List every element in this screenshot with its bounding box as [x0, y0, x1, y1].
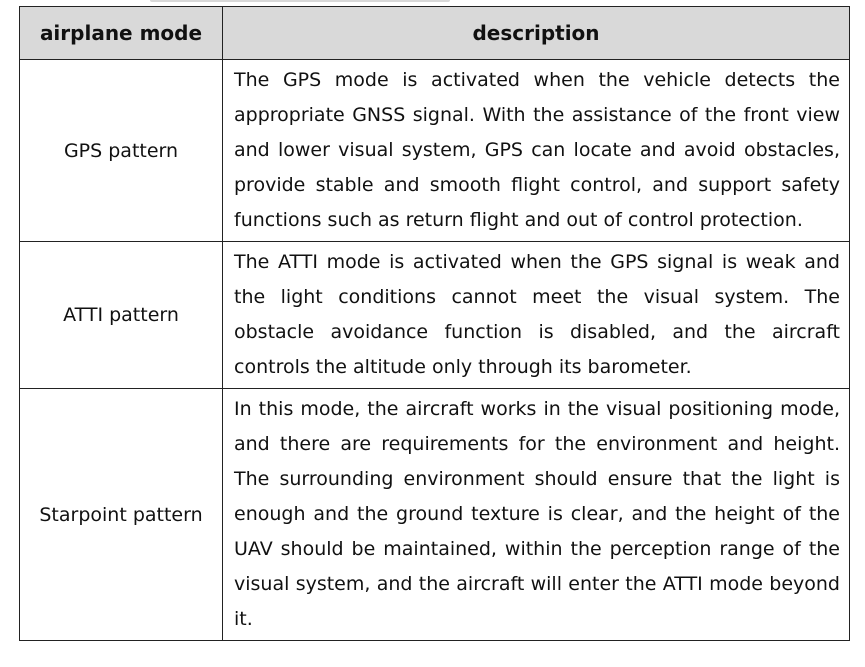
description-text: In this mode, the aircraft works in the visual positioning mode, and there are requirements for the environment and height. The surrounding environment should ensure that the light is enough and the ground texture is clear, and the height of the UAV should be maintained, within the perception range of the visual system, and the aircraft will enter the ATTI mode beyond it.: [234, 398, 840, 630]
table-row: [20, 242, 850, 389]
header-airplane-mode: airplane mode: [20, 7, 223, 60]
clipped-previous-line: [0, 0, 865, 4]
row-gps-description: [223, 60, 850, 242]
table-row: [20, 389, 850, 641]
description-text: The GPS mode is activated when the vehicle detects the appropriate GNSS signal. With the assistance of the front view and lower visual system, GPS can locate and avoid obstacles, provide stable and smooth flight control, and support safety functions such as return flight and out of control protection.: [234, 69, 840, 231]
row-starpoint-mode: Starpoint pattern: [20, 389, 223, 641]
description-text: The ATTI mode is activated when the GPS signal is weak and the light conditions cannot meet the visual system. The obstacle avoidance function is disabled, and the aircraft controls the altitude only through its barometer.: [234, 251, 840, 378]
table-row: [20, 60, 850, 242]
row-gps-mode: GPS pattern: [20, 60, 223, 242]
row-atti-mode: ATTI pattern: [20, 242, 223, 389]
table-header-row: [20, 7, 850, 60]
row-atti-description: [223, 242, 850, 389]
clipped-text-remnant: [150, 0, 450, 2]
row-starpoint-description: [223, 389, 850, 641]
header-description: description: [223, 7, 850, 60]
airplane-mode-table: [19, 6, 850, 641]
